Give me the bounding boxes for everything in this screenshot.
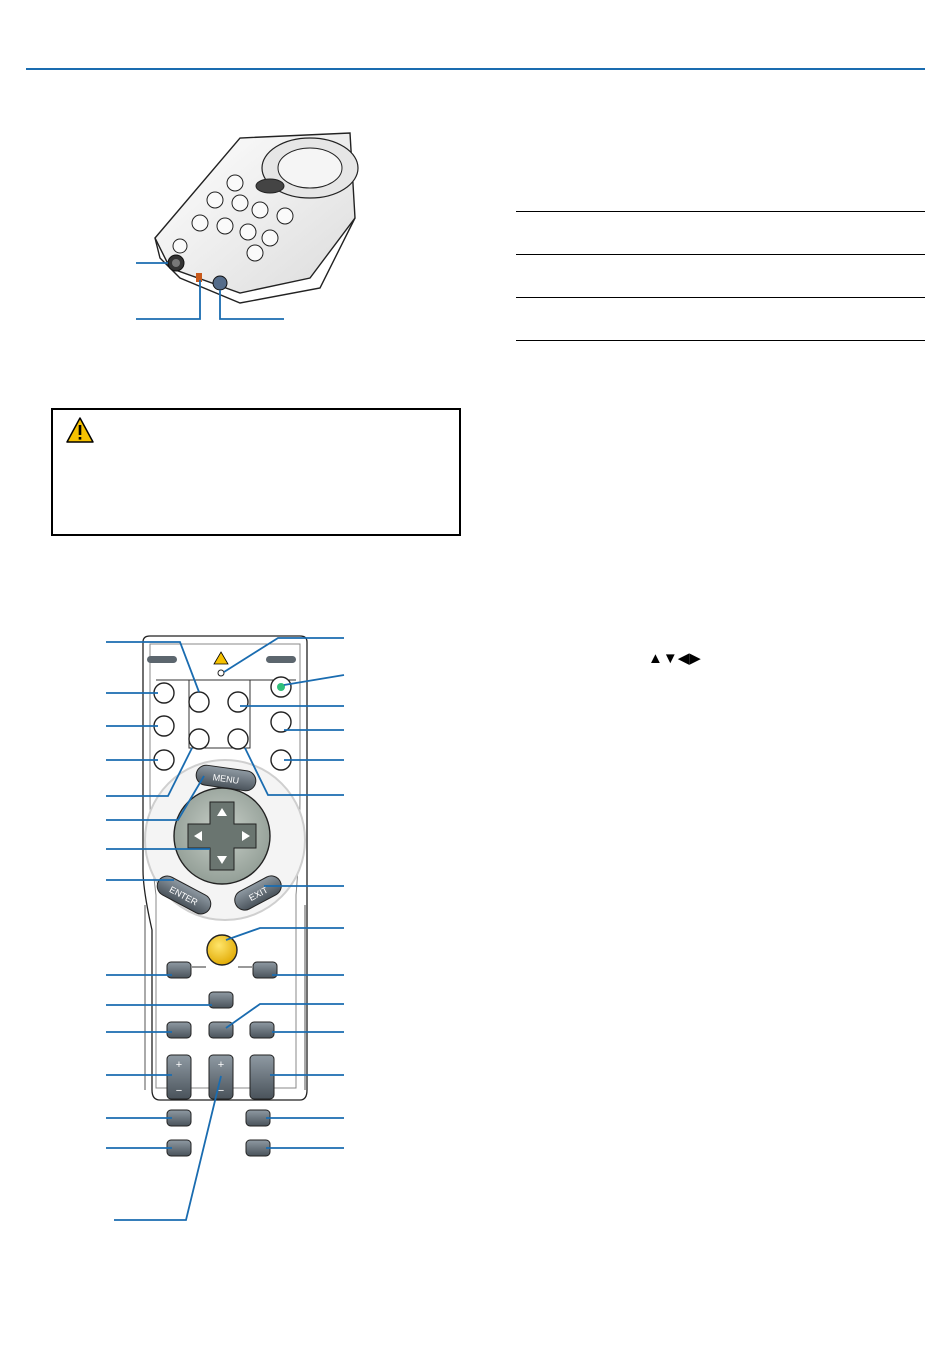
rocker — [250, 1055, 274, 1099]
remote-button — [209, 992, 233, 1008]
exit-label: EXIT — [247, 884, 270, 903]
yellow-button — [207, 935, 237, 965]
minus-label: − — [175, 1085, 183, 1097]
navigation-arrows-text: ▲▼◀▶ — [648, 650, 701, 667]
plus-label: + — [217, 1059, 225, 1071]
table-row — [516, 297, 925, 341]
plus-label: + — [175, 1059, 183, 1071]
remote-control-bottom — [100, 1100, 350, 1170]
remote-button — [209, 1022, 233, 1038]
enter-label: ENTER — [167, 884, 200, 908]
remote-button — [167, 1022, 191, 1038]
remote-button — [271, 712, 291, 732]
remote-button — [228, 692, 248, 712]
remote-button — [250, 1022, 274, 1038]
remote-button — [228, 729, 248, 749]
remote-connector-illustration — [120, 128, 370, 328]
minus-label: − — [217, 1085, 225, 1097]
warning-icon — [65, 416, 95, 444]
remote-button — [189, 729, 209, 749]
table-row — [516, 211, 925, 254]
menu-label: MENU — [212, 772, 240, 786]
connector-table — [516, 211, 925, 341]
table-row — [516, 254, 925, 297]
header-rule — [26, 68, 925, 70]
remote-button — [189, 692, 209, 712]
caution-box — [51, 408, 461, 536]
